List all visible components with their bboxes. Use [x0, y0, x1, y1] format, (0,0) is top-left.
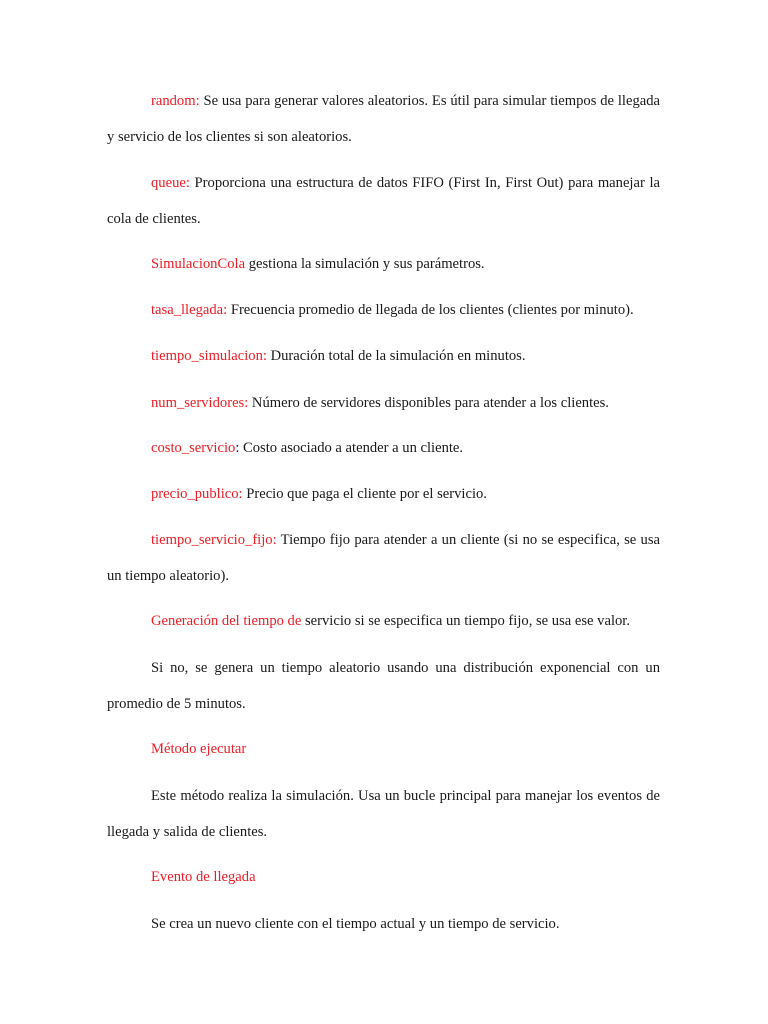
term-metodo-ejecutar: Método ejecutar — [151, 741, 247, 757]
desc-num-servidores: Número de servidores disponibles para atender a los clientes. — [248, 395, 609, 411]
paragraph-tasa-llegada — [107, 292, 660, 328]
desc-tiempo-simulacion: Duración total de la simulación en minutos. — [266, 348, 526, 364]
desc-metodo-desc: Este método realiza la simulación. Usa un bucle principal para manejar los eventos de llegada y salida de clientes. — [107, 788, 660, 840]
desc-queue: Proporciona una estructura de datos FIFO (First In, First Out) para manejar la cola de clientes. — [107, 175, 660, 227]
desc-costo-servicio: : Costo asociado a atender a un cliente. — [235, 440, 464, 456]
term-tiempo-servicio-fijo: tiempo_servicio_fijo: — [151, 532, 277, 548]
term-tasa-llegada: tasa_llegada: — [151, 302, 228, 318]
term-random: random: — [151, 93, 200, 109]
paragraph-random — [107, 83, 660, 155]
paragraph-tiempo-servicio-fijo — [107, 522, 660, 594]
heading-evento-llegada — [107, 859, 660, 895]
paragraph-si-no — [107, 650, 660, 722]
paragraph-num-servidores — [107, 385, 660, 421]
paragraph-costo-servicio — [107, 430, 660, 466]
paragraph-generacion-tiempo — [107, 603, 660, 639]
paragraph-precio-publico — [107, 476, 660, 512]
desc-generacion-tiempo: servicio si se especifica un tiempo fijo, se usa ese valor. — [301, 613, 631, 629]
term-queue: queue: — [151, 175, 190, 191]
term-costo-servicio: costo_servicio — [151, 440, 236, 456]
term-num-servidores: num_servidores: — [151, 395, 249, 411]
desc-simulacioncola: gestiona la simulación y sus parámetros. — [245, 256, 485, 272]
paragraph-queue — [107, 165, 660, 237]
term-tiempo-simulacion: tiempo_simulacion: — [151, 348, 267, 364]
paragraph-metodo-ejecutar — [107, 778, 660, 850]
desc-tasa-llegada: Frecuencia promedio de llegada de los clientes (clientes por minuto). — [227, 302, 634, 318]
term-precio-publico: precio_publico: — [151, 486, 243, 502]
heading-metodo-ejecutar — [107, 731, 660, 767]
desc-random: Se usa para generar valores aleatorios. Es útil para simular tiempos de llegada y servicio de los clientes si son aleatorios. — [107, 93, 660, 145]
paragraph-simulacioncola — [107, 246, 660, 282]
desc-si-no: Si no, se genera un tiempo aleatorio usando una distribución exponencial con un promedio de 5 minutos. — [107, 660, 660, 712]
term-generacion-tiempo: Generación del tiempo de — [151, 613, 302, 629]
desc-precio-publico: Precio que paga el cliente por el servicio. — [242, 486, 487, 502]
desc-tiempo-servicio-fijo: Tiempo fijo para atender a un cliente (si no se especifica, se usa un tiempo aleatorio). — [107, 532, 660, 584]
paragraph-tiempo-simulacion — [107, 338, 660, 374]
paragraph-evento-llegada — [107, 906, 660, 942]
term-simulacioncola: SimulacionCola — [151, 256, 246, 272]
desc-evento-desc: Se crea un nuevo cliente con el tiempo actual y un tiempo de servicio. — [151, 916, 560, 932]
term-evento-llegada: Evento de llegada — [151, 869, 256, 885]
